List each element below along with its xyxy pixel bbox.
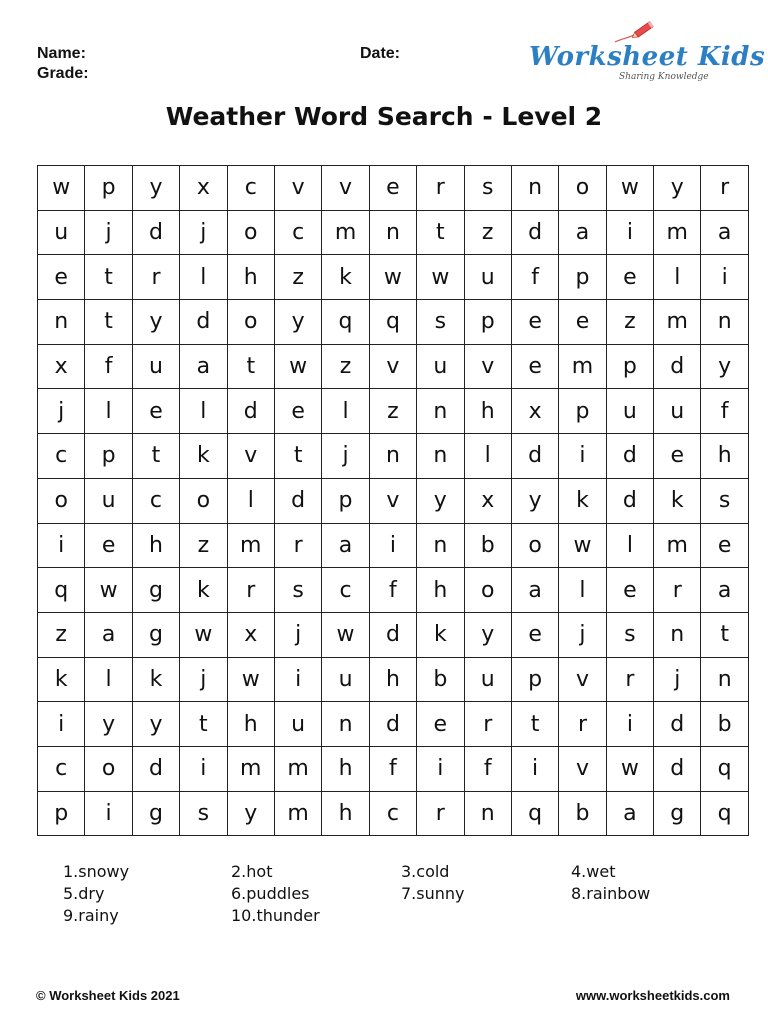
grid-cell: n (417, 389, 464, 434)
word-number: 8. (571, 884, 587, 903)
grid-cell: l (464, 434, 511, 479)
grid-cell: k (180, 434, 227, 479)
grid-cell: n (417, 523, 464, 568)
grid-cell: v (274, 166, 321, 211)
grid-cell: m (322, 210, 369, 255)
grid-cell: p (85, 434, 132, 479)
word-list-item (401, 862, 449, 881)
grid-cell: t (701, 612, 748, 657)
grid-cell: m (654, 300, 701, 345)
grid-cell: d (654, 746, 701, 791)
word-number: 7. (401, 884, 417, 903)
grid-cell: u (274, 702, 321, 747)
grid-cell: b (464, 523, 511, 568)
word-text: rainy (78, 906, 119, 925)
grid-cell: q (511, 791, 558, 836)
grid-cell: s (606, 612, 653, 657)
grid-row (38, 434, 749, 479)
grid-cell: r (227, 568, 274, 613)
grid-cell: d (654, 344, 701, 389)
grid-cell: k (322, 255, 369, 300)
grid-cell: v (559, 657, 606, 702)
grid-row (38, 300, 749, 345)
grid-cell: w (274, 344, 321, 389)
grid-cell: k (417, 612, 464, 657)
grid-cell: a (322, 523, 369, 568)
grid-row (38, 166, 749, 211)
grid-cell: p (606, 344, 653, 389)
word-number: 6. (231, 884, 247, 903)
grid-cell: n (417, 434, 464, 479)
grid-cell: o (180, 478, 227, 523)
grid-cell: j (180, 657, 227, 702)
grid-cell: x (227, 612, 274, 657)
grid-cell: w (38, 166, 85, 211)
grid-cell: i (180, 746, 227, 791)
grid-cell: y (511, 478, 558, 523)
word-list-item (231, 906, 320, 925)
grid-cell: n (701, 657, 748, 702)
word-text: hot (246, 862, 273, 881)
grid-cell: c (38, 434, 85, 479)
grid-cell: r (417, 166, 464, 211)
word-text: puddles (246, 884, 310, 903)
worksheet-kids-logo (525, 18, 766, 88)
grid-cell: e (654, 434, 701, 479)
grid-cell: u (132, 344, 179, 389)
grid-cell: n (701, 300, 748, 345)
grid-cell: p (511, 657, 558, 702)
grid-cell: u (322, 657, 369, 702)
word-list-item (63, 906, 119, 925)
grid-cell: q (369, 300, 416, 345)
footer-copyright: © Worksheet Kids 2021 (36, 988, 180, 1003)
grid-cell: c (322, 568, 369, 613)
grid-cell: l (180, 255, 227, 300)
grid-cell: g (132, 568, 179, 613)
grid-cell: h (464, 389, 511, 434)
grid-row (38, 702, 749, 747)
grid-cell: l (654, 255, 701, 300)
footer-url: www.worksheetkids.com (575, 988, 730, 1003)
grid-cell: y (132, 702, 179, 747)
grid-cell: q (701, 746, 748, 791)
grid-cell: w (85, 568, 132, 613)
word-number: 10. (231, 906, 257, 925)
grid-cell: p (322, 478, 369, 523)
grid-cell: v (227, 434, 274, 479)
grid-cell: y (132, 300, 179, 345)
grid-row (38, 255, 749, 300)
grid-cell: y (85, 702, 132, 747)
grid-cell: i (274, 657, 321, 702)
word-number: 4. (571, 862, 587, 881)
grid-cell: u (417, 344, 464, 389)
grid-cell: o (38, 478, 85, 523)
grid-cell: y (274, 300, 321, 345)
grid-cell: j (654, 657, 701, 702)
grid-cell: d (180, 300, 227, 345)
grid-cell: c (132, 478, 179, 523)
grid-cell: y (227, 791, 274, 836)
grid-cell: j (85, 210, 132, 255)
grid-row (38, 523, 749, 568)
grid-cell: r (274, 523, 321, 568)
grid-cell: n (322, 702, 369, 747)
word-list-item (231, 884, 310, 903)
grid-row (38, 791, 749, 836)
grid-cell: w (369, 255, 416, 300)
grid-row (38, 568, 749, 613)
grid-row (38, 210, 749, 255)
grid-cell: u (606, 389, 653, 434)
grid-cell: c (369, 791, 416, 836)
grid-cell: u (654, 389, 701, 434)
grid-cell: b (417, 657, 464, 702)
grid-cell: z (180, 523, 227, 568)
grid-cell: h (132, 523, 179, 568)
grid-cell: i (559, 434, 606, 479)
grid-cell: k (38, 657, 85, 702)
grid-cell: h (322, 746, 369, 791)
word-text: cold (416, 862, 450, 881)
grid-cell: x (38, 344, 85, 389)
grid-cell: e (369, 166, 416, 211)
grid-cell: e (274, 389, 321, 434)
grid-cell: d (274, 478, 321, 523)
grid-cell: h (369, 657, 416, 702)
grid-cell: e (701, 523, 748, 568)
grid-cell: t (85, 300, 132, 345)
grid-cell: v (369, 344, 416, 389)
grid-cell: e (511, 612, 558, 657)
grid-cell: h (417, 568, 464, 613)
grid-cell: a (701, 210, 748, 255)
grid-cell: l (227, 478, 274, 523)
grid-cell: j (559, 612, 606, 657)
grid-cell: g (654, 791, 701, 836)
grid-cell: m (227, 523, 274, 568)
grid-cell: v (464, 344, 511, 389)
grid-cell: z (322, 344, 369, 389)
grid-cell: l (180, 389, 227, 434)
grid-cell: b (559, 791, 606, 836)
word-text: thunder (256, 906, 320, 925)
grid-cell: w (227, 657, 274, 702)
grid-cell: o (85, 746, 132, 791)
grid-cell: j (274, 612, 321, 657)
grid-cell: h (227, 702, 274, 747)
grid-cell: p (559, 255, 606, 300)
grid-cell: d (369, 612, 416, 657)
grid-cell: j (322, 434, 369, 479)
grid-cell: c (274, 210, 321, 255)
grid-cell: e (606, 255, 653, 300)
grid-cell: m (654, 210, 701, 255)
grid-cell: c (227, 166, 274, 211)
grid-cell: m (654, 523, 701, 568)
grid-cell: s (464, 166, 511, 211)
grid-cell: e (511, 300, 558, 345)
grid-cell: r (464, 702, 511, 747)
grid-cell: i (38, 702, 85, 747)
grid-cell: r (654, 568, 701, 613)
grid-cell: y (132, 166, 179, 211)
grid-cell: t (85, 255, 132, 300)
name-label: Name: (37, 45, 86, 62)
grid-cell: l (606, 523, 653, 568)
grid-cell: i (606, 210, 653, 255)
date-label: Date: (360, 45, 401, 62)
grid-cell: o (227, 210, 274, 255)
grid-cell: i (369, 523, 416, 568)
word-number: 2. (231, 862, 247, 881)
grid-cell: t (132, 434, 179, 479)
grid-cell: r (701, 166, 748, 211)
grid-cell: w (606, 746, 653, 791)
grid-cell: d (511, 434, 558, 479)
grid-cell: p (38, 791, 85, 836)
grid-cell: f (511, 255, 558, 300)
grid-cell: l (559, 568, 606, 613)
grid-cell: d (654, 702, 701, 747)
grid-cell: e (417, 702, 464, 747)
logo-tagline: Sharing Knowledge (619, 72, 709, 82)
grid-cell: u (464, 255, 511, 300)
word-search-grid (37, 165, 749, 836)
grid-cell: t (274, 434, 321, 479)
grid-cell: o (464, 568, 511, 613)
grid-cell: r (559, 702, 606, 747)
grid-cell: i (511, 746, 558, 791)
grid-cell: f (464, 746, 511, 791)
grid-cell: l (322, 389, 369, 434)
grid-cell: e (85, 523, 132, 568)
grid-cell: v (369, 478, 416, 523)
grid-cell: r (132, 255, 179, 300)
grid-cell: q (38, 568, 85, 613)
grid-cell: j (38, 389, 85, 434)
grid-cell: c (38, 746, 85, 791)
grid-cell: t (227, 344, 274, 389)
word-text: dry (78, 884, 105, 903)
grid-cell: s (417, 300, 464, 345)
word-number: 3. (401, 862, 417, 881)
grade-label: Grade: (37, 65, 89, 82)
word-list-item (63, 884, 104, 903)
grid-cell: n (464, 791, 511, 836)
grid-row (38, 657, 749, 702)
grid-cell: o (227, 300, 274, 345)
grid-cell: y (417, 478, 464, 523)
logo-text: Worksheet Kids (529, 42, 766, 72)
grid-cell: i (606, 702, 653, 747)
grid-cell: k (132, 657, 179, 702)
grid-cell: z (464, 210, 511, 255)
grid-cell: l (85, 389, 132, 434)
grid-cell: i (701, 255, 748, 300)
grid-cell: d (132, 746, 179, 791)
grid-cell: h (322, 791, 369, 836)
grid-cell: j (180, 210, 227, 255)
grid-cell: y (654, 166, 701, 211)
grid-cell: d (511, 210, 558, 255)
grid-cell: d (369, 702, 416, 747)
grid-cell: f (369, 568, 416, 613)
grid-cell: k (180, 568, 227, 613)
grid-cell: n (38, 300, 85, 345)
grid-cell: m (274, 746, 321, 791)
grid-cell: e (559, 300, 606, 345)
grid-cell: d (606, 478, 653, 523)
grid-row (38, 746, 749, 791)
word-list-item (231, 862, 272, 881)
grid-cell: u (85, 478, 132, 523)
grid-cell: h (701, 434, 748, 479)
word-text: rainbow (586, 884, 651, 903)
grid-cell: k (654, 478, 701, 523)
grid-cell: w (180, 612, 227, 657)
grid-cell: p (85, 166, 132, 211)
grid-cell: f (85, 344, 132, 389)
page-title: Weather Word Search - Level 2 (165, 102, 603, 131)
grid-cell: o (511, 523, 558, 568)
grid-cell: e (606, 568, 653, 613)
grid-cell: t (180, 702, 227, 747)
grid-cell: v (322, 166, 369, 211)
word-number: 5. (63, 884, 79, 903)
grid-cell: x (511, 389, 558, 434)
grid-cell: v (559, 746, 606, 791)
grid-cell: z (38, 612, 85, 657)
grid-cell: n (369, 434, 416, 479)
grid-cell: g (132, 791, 179, 836)
grid-cell: z (606, 300, 653, 345)
word-number: 9. (63, 906, 79, 925)
grid-row (38, 344, 749, 389)
grid-cell: q (322, 300, 369, 345)
grid-cell: u (464, 657, 511, 702)
grid-cell: w (417, 255, 464, 300)
grid-cell: i (38, 523, 85, 568)
grid-cell: x (464, 478, 511, 523)
grid-cell: z (274, 255, 321, 300)
word-list-item (571, 862, 615, 881)
grid-cell: f (369, 746, 416, 791)
grid-cell: t (417, 210, 464, 255)
grid-cell: h (227, 255, 274, 300)
grid-cell: s (180, 791, 227, 836)
grid-cell: m (227, 746, 274, 791)
grid-cell: n (369, 210, 416, 255)
grid-cell: x (180, 166, 227, 211)
grid-cell: n (511, 166, 558, 211)
grid-cell: u (38, 210, 85, 255)
word-list-item (401, 884, 465, 903)
grid-row (38, 612, 749, 657)
word-text: snowy (78, 862, 130, 881)
grid-cell: f (701, 389, 748, 434)
grid-cell: o (559, 166, 606, 211)
grid-cell: k (559, 478, 606, 523)
grid-cell: e (511, 344, 558, 389)
grid-cell: w (559, 523, 606, 568)
grid-cell: a (559, 210, 606, 255)
word-list-item (571, 884, 650, 903)
grid-row (38, 478, 749, 523)
grid-cell: s (274, 568, 321, 613)
grid-row (38, 389, 749, 434)
grid-cell: b (701, 702, 748, 747)
grid-cell: p (464, 300, 511, 345)
grid-cell: e (132, 389, 179, 434)
grid-cell: g (132, 612, 179, 657)
grid-cell: a (180, 344, 227, 389)
grid-cell: y (464, 612, 511, 657)
word-text: sunny (416, 884, 465, 903)
grid-cell: i (85, 791, 132, 836)
grid-cell: z (369, 389, 416, 434)
grid-cell: d (606, 434, 653, 479)
grid-cell: d (132, 210, 179, 255)
grid-cell: r (417, 791, 464, 836)
grid-cell: a (85, 612, 132, 657)
word-list-item (63, 862, 129, 881)
grid-cell: q (701, 791, 748, 836)
grid-cell: a (701, 568, 748, 613)
grid-cell: d (227, 389, 274, 434)
word-text: wet (586, 862, 616, 881)
pencil-icon (613, 18, 657, 44)
grid-cell: y (701, 344, 748, 389)
grid-cell: t (511, 702, 558, 747)
word-number: 1. (63, 862, 79, 881)
grid-cell: i (417, 746, 464, 791)
grid-cell: r (606, 657, 653, 702)
grid-cell: w (606, 166, 653, 211)
grid-cell: l (85, 657, 132, 702)
grid-cell: m (559, 344, 606, 389)
grid-cell: e (38, 255, 85, 300)
grid-cell: a (511, 568, 558, 613)
grid-cell: a (606, 791, 653, 836)
grid-cell: n (654, 612, 701, 657)
grid-cell: p (559, 389, 606, 434)
grid-cell: s (701, 478, 748, 523)
grid-cell: m (274, 791, 321, 836)
grid-cell: w (322, 612, 369, 657)
